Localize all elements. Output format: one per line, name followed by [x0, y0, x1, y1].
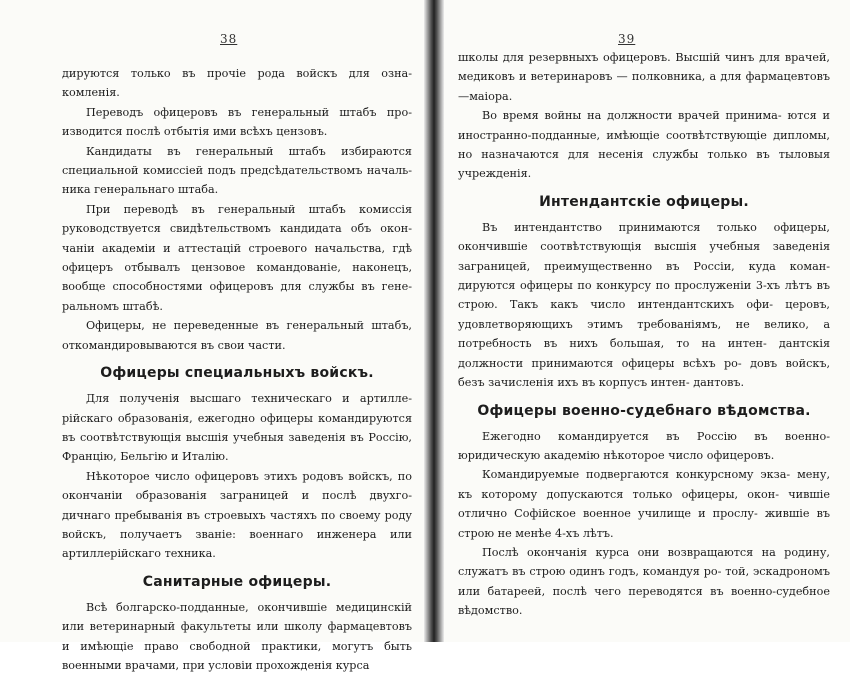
left-paragraph: дируются только въ прочіе рода войскъ для озна- комленія.	[62, 67, 412, 100]
left-section-heading: Санитарные офицеры.	[142, 573, 332, 590]
left-paragraph: Переводъ офицеровъ въ генеральный штабъ про- изводится послѣ отбытія ими всѣхъ цензовъ.	[62, 105, 412, 139]
left-paragraph: Кандидаты въ генеральный штабъ избираются специальной комиссіей подъ предсѣдательствомъ началь- ника генеральнаго штаба.	[62, 144, 412, 197]
right-page-body	[458, 48, 830, 621]
right-section-heading: Интендантскіе офицеры.	[539, 193, 749, 210]
left-paragraph: Для полученія высшаго техническаго и артилле- рійскаго образованія, ежегодно офицеры командируются въ соотвѣтствующія высшія учебныя заведенія въ Россію, Францію, Бельгію и Италію.	[62, 392, 412, 464]
left-page-body	[62, 64, 412, 675]
left-paragraph: Офицеры, не переведенные въ генеральный штабъ, откомандировываются въ свои части.	[62, 319, 412, 352]
page-number-left: 38	[220, 32, 238, 46]
page-number-right: 39	[618, 32, 636, 46]
right-paragraph: школы для резервныхъ офицеровъ. Высшій чинъ для врачей, медиковъ и ветеринаровъ — полковника, а для фармацевтовъ—маіора.	[458, 51, 830, 103]
right-paragraph: Командируемые подвергаются конкурсному экза- мену, къ которому допускаются только офицеры, окон- чившіе отлично Софійское военное училище и прослу- жившіе въ строю не менѣе 4-хъ лѣтъ.	[458, 468, 830, 540]
right-paragraph: Въ интендантство принимаются только офицеры, окончившіе соотвѣтствующія высшія учебныя заведенія заграницей, преимущественно въ Россіи, куда коман- дируются офицеры по конкурсу по прослуженіи 3-хъ лѣтъ въ строю. Такъ какъ число интендантскихъ офи- церовъ, удовлетворяющихъ этимъ требованіямъ, не велико, а потребность въ нихъ большая, то на интен- дантскія должности принимаются офицеры всѣхъ ро- довъ войскъ, безъ зачисленія ихъ въ корпусъ интен- дантовъ.	[458, 220, 830, 390]
right-page	[438, 0, 850, 642]
left-paragraph: При переводѣ въ генеральный штабъ комиссія руководствуется свидѣтельствомъ кандидата объ окон- чаніи академіи и аттестацій строевого начальства, гдѣ офицеръ отбывалъ цензовое командованіе, наконецъ, вообще способностями офицеровъ для службы въ гене- ральномъ штабѣ.	[62, 202, 412, 313]
left-section-heading: Офицеры специальныхъ войскъ.	[100, 365, 374, 382]
left-paragraph: Нѣкоторое число офицеровъ этихъ родовъ войскъ, по окончаніи образованія заграницей и послѣ двухго- дичнаго пребыванія въ строевыхъ частяхъ по своему роду войскъ, получаетъ званіе: военнаго инженера или артиллерійскаго техника.	[62, 469, 412, 561]
right-section-heading: Офицеры военно-судебнаго вѣдомства.	[477, 402, 811, 419]
right-paragraph: Во время войны на должности врачей принима- ются и иностранно-подданные, имѣющіе соотвѣтствующіе дипломы, но назначаются для несенія службы только въ тыловыя учрежденія.	[458, 109, 830, 181]
left-paragraph: Всѣ болгарско-подданные, окончившіе медицинскій или ветеринарный факультеты или школу фармацевтовъ и имѣющіе право свободной практики, могутъ быть военными врачами, при условіи прохожденія курса	[62, 600, 412, 672]
right-paragraph: Ежегодно командируется въ Россію въ военно- юридическую академію нѣкоторое число офицеровъ.	[458, 429, 830, 462]
right-paragraph: Послѣ окончанія курса они возвращаются на родину, служатъ въ строю одинъ годъ, командуя ро- той, эскадрономъ или батареей, послѣ чего переводятся въ военно-судебное вѣдомство.	[458, 545, 830, 618]
